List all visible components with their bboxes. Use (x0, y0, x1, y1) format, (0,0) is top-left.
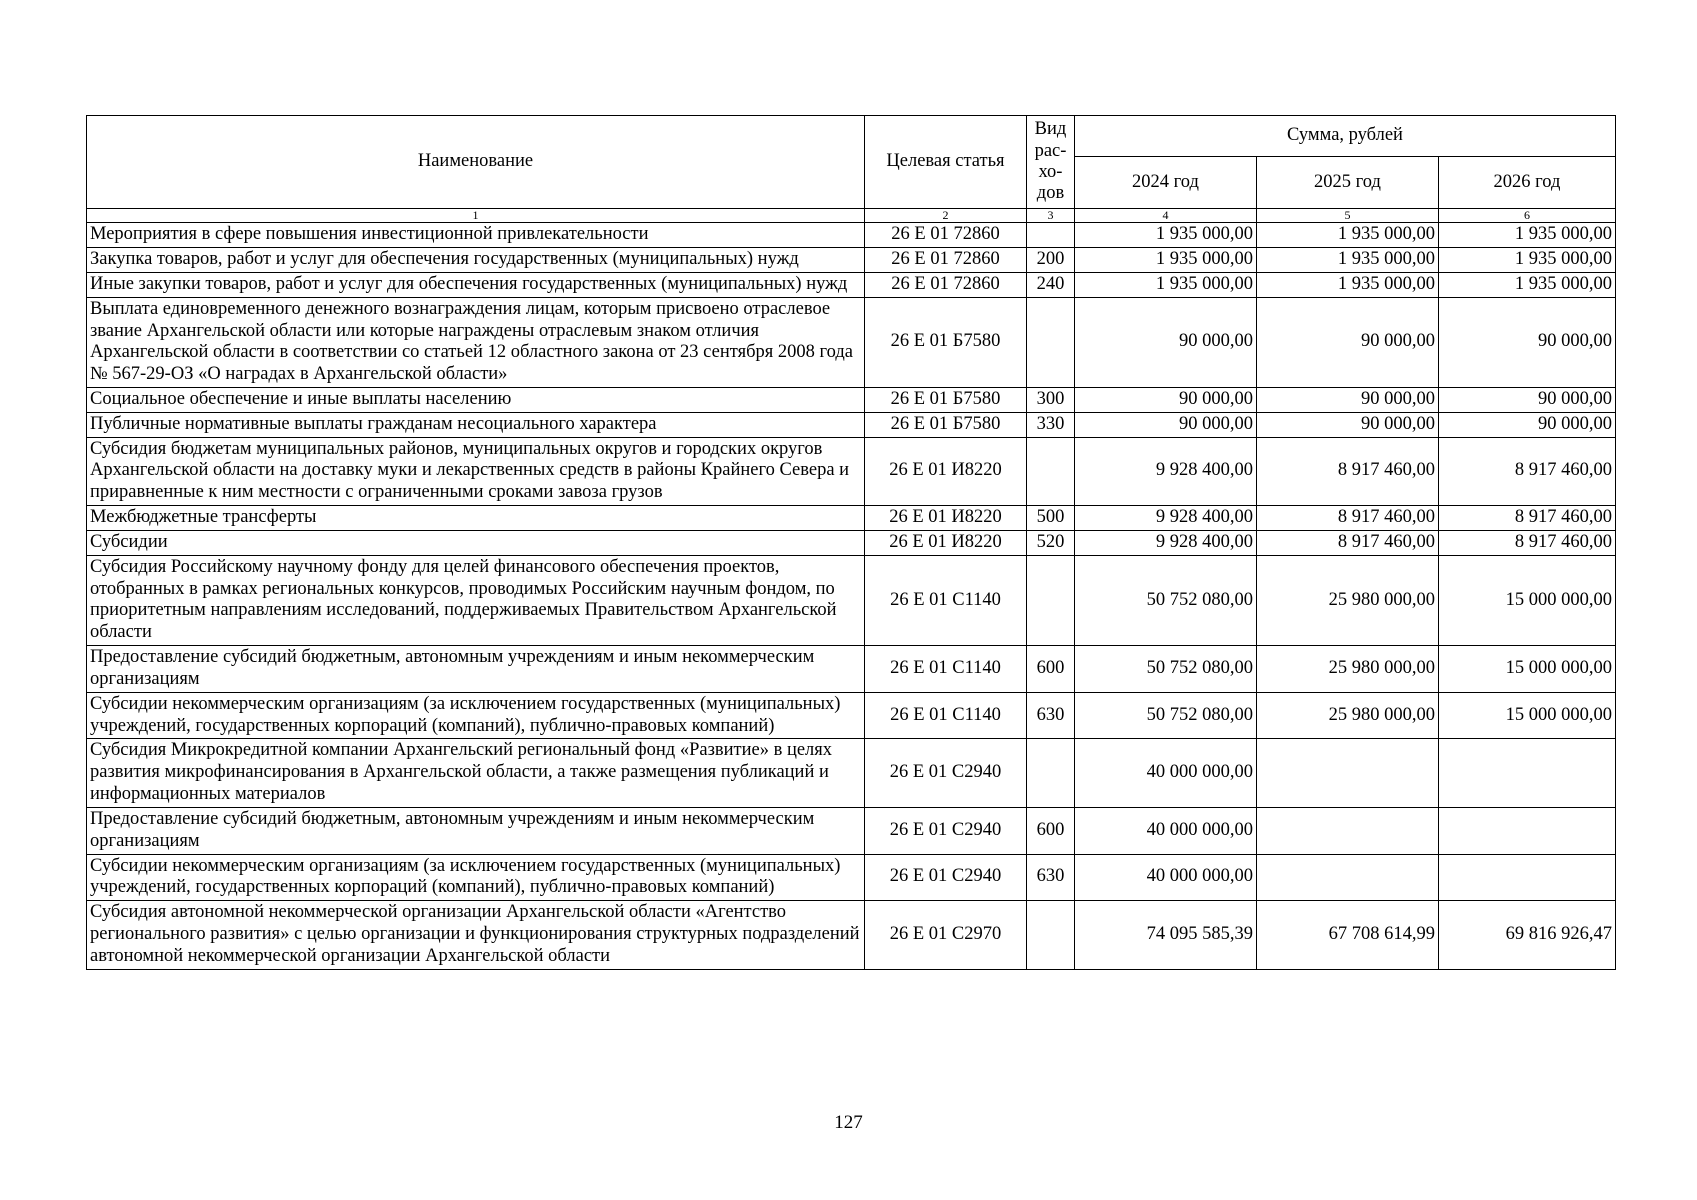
row-amount-2025: 1 935 000,00 (1257, 248, 1439, 273)
row-name: Субсидии некоммерческим организациям (за исключением государственных (муниципальных) учреждений, государственных корпораций (компаний), публично-правовых компаний) (87, 854, 865, 901)
row-amount-2024: 90 000,00 (1075, 297, 1257, 387)
row-name: Субсидии некоммерческим организациям (за исключением государственных (муниципальных) учреждений, государственных корпораций (компаний), публично-правовых компаний) (87, 692, 865, 739)
row-amount-2026: 8 917 460,00 (1439, 437, 1616, 505)
row-amount-2025: 1 935 000,00 (1257, 223, 1439, 248)
row-expense-type (1027, 739, 1075, 807)
table-row (87, 248, 1616, 273)
row-amount-2025: 8 917 460,00 (1257, 530, 1439, 555)
row-amount-2024: 40 000 000,00 (1075, 807, 1257, 854)
row-amount-2025: 8 917 460,00 (1257, 437, 1439, 505)
row-name: Закупка товаров, работ и услуг для обеспечения государственных (муниципальных) нужд (87, 248, 865, 273)
column-number: 1 (87, 209, 865, 223)
row-expense-type (1027, 437, 1075, 505)
row-name: Выплата единовременного денежного вознаграждения лицам, которым присвоено отраслевое звание Архангельской области или которые награждены отраслевым знаком отличия Архангельской области в соответствии со статьей 12 областного закона от 23 сентября 2008 года № 567-29-ОЗ «О наградах в Архангельской области» (87, 297, 865, 387)
row-target-article: 26 Е 01 И8220 (865, 506, 1027, 531)
row-target-article: 26 Е 01 И8220 (865, 437, 1027, 505)
row-target-article: 26 Е 01 С2940 (865, 739, 1027, 807)
table-row (87, 854, 1616, 901)
row-amount-2024: 40 000 000,00 (1075, 854, 1257, 901)
table-header (87, 116, 1616, 223)
table-row (87, 387, 1616, 412)
row-amount-2025: 25 980 000,00 (1257, 692, 1439, 739)
row-name: Публичные нормативные выплаты гражданам несоциального характера (87, 412, 865, 437)
row-amount-2025 (1257, 854, 1439, 901)
row-amount-2024: 9 928 400,00 (1075, 437, 1257, 505)
column-number: 2 (865, 209, 1027, 223)
row-amount-2026 (1439, 807, 1616, 854)
row-amount-2026: 1 935 000,00 (1439, 272, 1616, 297)
table-row (87, 739, 1616, 807)
table-row (87, 412, 1616, 437)
column-header-year-2026: 2026 год (1439, 157, 1616, 209)
table-row (87, 272, 1616, 297)
column-header-year-2024: 2024 год (1075, 157, 1257, 209)
row-expense-type: 240 (1027, 272, 1075, 297)
row-amount-2025: 1 935 000,00 (1257, 272, 1439, 297)
row-expense-type: 300 (1027, 387, 1075, 412)
row-target-article: 26 Е 01 С2940 (865, 854, 1027, 901)
row-amount-2024: 40 000 000,00 (1075, 739, 1257, 807)
row-amount-2024: 50 752 080,00 (1075, 692, 1257, 739)
row-target-article: 26 Е 01 72860 (865, 223, 1027, 248)
row-expense-type: 330 (1027, 412, 1075, 437)
row-name: Субсидии (87, 530, 865, 555)
row-amount-2025: 90 000,00 (1257, 412, 1439, 437)
row-name: Мероприятия в сфере повышения инвестиционной привлекательности (87, 223, 865, 248)
row-amount-2026: 90 000,00 (1439, 297, 1616, 387)
row-amount-2026: 15 000 000,00 (1439, 646, 1616, 693)
column-header-target-article: Целевая статья (865, 116, 1027, 209)
row-amount-2026: 8 917 460,00 (1439, 506, 1616, 531)
row-amount-2025 (1257, 807, 1439, 854)
row-amount-2024: 50 752 080,00 (1075, 555, 1257, 645)
row-amount-2025: 25 980 000,00 (1257, 646, 1439, 693)
table-row (87, 437, 1616, 505)
row-amount-2026: 90 000,00 (1439, 412, 1616, 437)
row-amount-2025: 90 000,00 (1257, 297, 1439, 387)
row-target-article: 26 Е 01 С1140 (865, 646, 1027, 693)
row-expense-type: 200 (1027, 248, 1075, 273)
row-name: Предоставление субсидий бюджетным, автономным учреждениям и иным некоммерческим организациям (87, 807, 865, 854)
table-row (87, 530, 1616, 555)
column-header-year-2025: 2025 год (1257, 157, 1439, 209)
row-amount-2026: 1 935 000,00 (1439, 223, 1616, 248)
row-name: Субсидия Российскому научному фонду для целей финансового обеспечения проектов, отобранных в рамках региональных конкурсов, проводимых Российским научным фондом, по приоритетным направлениям исследований, поддерживаемых Правительством Архангельской области (87, 555, 865, 645)
row-name: Иные закупки товаров, работ и услуг для обеспечения государственных (муниципальных) нужд (87, 272, 865, 297)
row-expense-type (1027, 223, 1075, 248)
table-row (87, 646, 1616, 693)
row-amount-2024: 90 000,00 (1075, 387, 1257, 412)
row-amount-2026: 8 917 460,00 (1439, 530, 1616, 555)
table-row (87, 506, 1616, 531)
row-target-article: 26 Е 01 С1140 (865, 692, 1027, 739)
row-expense-type: 630 (1027, 854, 1075, 901)
row-expense-type (1027, 297, 1075, 387)
row-name: Субсидия автономной некоммерческой организации Архангельской области «Агентство регионального развития» с целью организации и функционирования структурных подразделений автономной некоммерческой организации Архангельской области (87, 901, 865, 969)
row-amount-2025: 25 980 000,00 (1257, 555, 1439, 645)
row-amount-2025 (1257, 739, 1439, 807)
table-row (87, 555, 1616, 645)
row-target-article: 26 Е 01 72860 (865, 248, 1027, 273)
row-expense-type: 520 (1027, 530, 1075, 555)
row-amount-2025: 8 917 460,00 (1257, 506, 1439, 531)
row-amount-2024: 90 000,00 (1075, 412, 1257, 437)
row-target-article: 26 Е 01 72860 (865, 272, 1027, 297)
row-target-article: 26 Е 01 С2970 (865, 901, 1027, 969)
column-number: 5 (1257, 209, 1439, 223)
column-header-name: Наименование (87, 116, 865, 209)
row-amount-2026: 1 935 000,00 (1439, 248, 1616, 273)
row-amount-2024: 9 928 400,00 (1075, 530, 1257, 555)
row-amount-2026 (1439, 739, 1616, 807)
row-target-article: 26 Е 01 С2940 (865, 807, 1027, 854)
row-target-article: 26 Е 01 С1140 (865, 555, 1027, 645)
page-number: 127 (834, 1112, 863, 1133)
row-expense-type (1027, 901, 1075, 969)
row-amount-2024: 1 935 000,00 (1075, 248, 1257, 273)
row-amount-2024: 1 935 000,00 (1075, 272, 1257, 297)
row-name: Социальное обеспечение и иные выплаты населению (87, 387, 865, 412)
row-target-article: 26 Е 01 Б7580 (865, 412, 1027, 437)
column-number: 6 (1439, 209, 1616, 223)
budget-table (86, 115, 1616, 970)
row-amount-2024: 74 095 585,39 (1075, 901, 1257, 969)
column-number: 3 (1027, 209, 1075, 223)
row-amount-2025: 67 708 614,99 (1257, 901, 1439, 969)
row-expense-type (1027, 555, 1075, 645)
row-name: Субсидия Микрокредитной компании Архангельский региональный фонд «Развитие» в целях развития микрофинансирования в Архангельской области, а также размещения публикаций и информационных материалов (87, 739, 865, 807)
row-amount-2024: 50 752 080,00 (1075, 646, 1257, 693)
row-name: Межбюджетные трансферты (87, 506, 865, 531)
row-amount-2024: 9 928 400,00 (1075, 506, 1257, 531)
row-amount-2024: 1 935 000,00 (1075, 223, 1257, 248)
row-amount-2026: 15 000 000,00 (1439, 555, 1616, 645)
table-body (87, 223, 1616, 970)
row-expense-type: 600 (1027, 807, 1075, 854)
row-name: Предоставление субсидий бюджетным, автономным учреждениям и иным некоммерческим организациям (87, 646, 865, 693)
row-name: Субсидия бюджетам муниципальных районов, муниципальных округов и городских округов Архангельской области на доставку муки и лекарственных средств в районы Крайнего Севера и приравненные к ним местности с ограниченными сроками завоза грузов (87, 437, 865, 505)
row-target-article: 26 Е 01 Б7580 (865, 297, 1027, 387)
table-row (87, 692, 1616, 739)
row-amount-2025: 90 000,00 (1257, 387, 1439, 412)
table-row (87, 223, 1616, 248)
table-row (87, 901, 1616, 969)
row-expense-type: 630 (1027, 692, 1075, 739)
table-row (87, 297, 1616, 387)
row-amount-2026: 69 816 926,47 (1439, 901, 1616, 969)
row-amount-2026: 90 000,00 (1439, 387, 1616, 412)
column-header-expense-type: Вид рас- хо- дов (1027, 116, 1075, 209)
row-amount-2026: 15 000 000,00 (1439, 692, 1616, 739)
column-number: 4 (1075, 209, 1257, 223)
table-row (87, 807, 1616, 854)
row-expense-type: 600 (1027, 646, 1075, 693)
row-target-article: 26 Е 01 Б7580 (865, 387, 1027, 412)
column-header-sum: Сумма, рублей (1075, 116, 1616, 157)
row-expense-type: 500 (1027, 506, 1075, 531)
row-target-article: 26 Е 01 И8220 (865, 530, 1027, 555)
row-amount-2026 (1439, 854, 1616, 901)
